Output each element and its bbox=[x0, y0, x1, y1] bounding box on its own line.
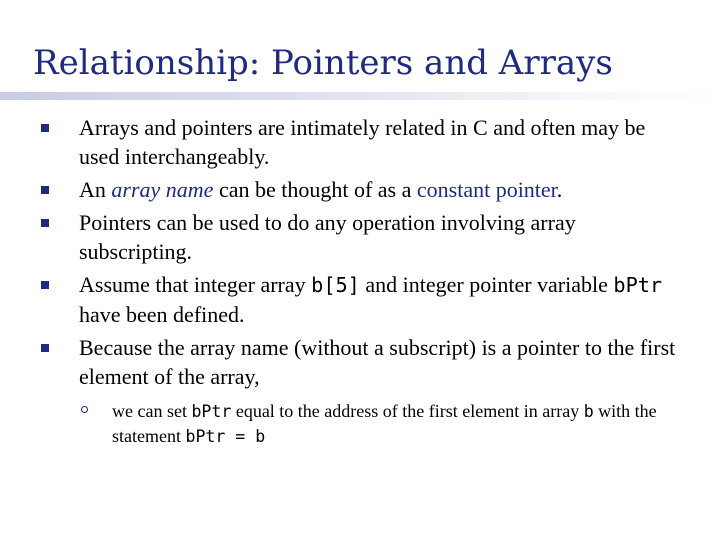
square-bullet-icon bbox=[41, 186, 49, 194]
slide-title: Relationship: Pointers and Arrays bbox=[33, 43, 613, 83]
square-bullet-icon bbox=[41, 124, 49, 132]
array-name-emphasis: array name bbox=[111, 177, 214, 202]
circle-bullet-icon bbox=[81, 406, 88, 413]
bullet-item-5 bbox=[0, 333, 679, 391]
code-bptr: bPtr bbox=[613, 273, 663, 297]
title-rule bbox=[0, 92, 720, 100]
code-bptr-sub: bPtr bbox=[191, 402, 232, 421]
code-array-b5: b[5] bbox=[311, 273, 360, 297]
sub-bullet-item bbox=[0, 399, 672, 449]
constant-pointer-emphasis: constant pointer bbox=[416, 177, 557, 202]
bullet-text-2c: . bbox=[556, 177, 563, 202]
bullet-item-3 bbox=[0, 208, 679, 266]
bullet-item-2 bbox=[0, 175, 679, 204]
bullet-text-1: Arrays and pointers are intimately related in C and often may be used interchangeably. bbox=[79, 115, 646, 169]
bullet-item-1 bbox=[0, 113, 679, 171]
square-bullet-icon bbox=[41, 219, 49, 227]
code-statement: bPtr = b bbox=[185, 427, 266, 446]
bullet-text-2b: can be thought of as a bbox=[213, 177, 417, 202]
bullet-text-2a: An bbox=[79, 177, 112, 202]
sub-text-b: equal to the address of the first element in array bbox=[231, 401, 584, 421]
bullet-item-4 bbox=[0, 270, 679, 329]
bullet-text-3: Pointers can be used to do any operation involving array subscripting. bbox=[79, 210, 576, 264]
bullet-text-4a: Assume that integer array bbox=[79, 272, 312, 297]
sub-text-a: we can set bbox=[112, 401, 192, 421]
square-bullet-icon bbox=[41, 344, 49, 352]
bullet-text-5: Because the array name (without a subscript) is a pointer to the first element of the array, bbox=[79, 335, 676, 389]
square-bullet-icon bbox=[41, 281, 49, 289]
bullet-text-4b: and integer pointer variable bbox=[359, 272, 614, 297]
code-b: b bbox=[583, 402, 594, 421]
bullet-list bbox=[0, 113, 720, 449]
bullet-text-4c: have been defined. bbox=[79, 302, 245, 327]
sub-text-c: with the statement bbox=[112, 401, 657, 446]
